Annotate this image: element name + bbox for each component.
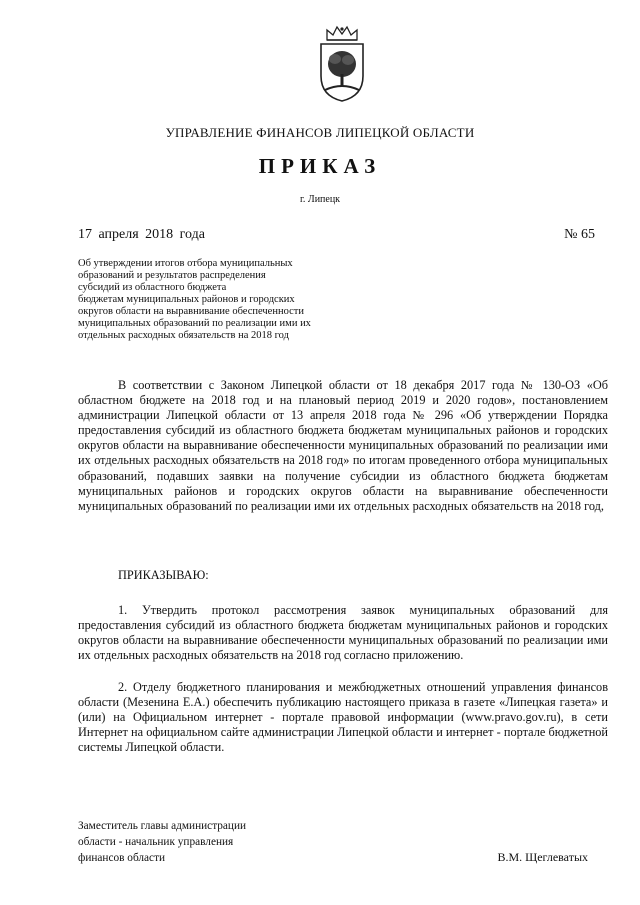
subject-line: округов области на выравнивание обеспеченности [78,306,304,317]
document-date: 17 апреля 2018 года [78,227,205,242]
document-type: ПРИКАЗ [258,154,382,178]
signatory-name: В.М. Щеглеватых [497,850,588,864]
signatory-position [78,818,338,866]
signatory-position-line: Заместитель главы администрации [78,820,247,832]
subject-block [78,258,368,342]
signatory-position-line: области - начальник управления [78,836,234,848]
order-item-2: 2. Отделу бюджетного планирования и межбюджетных отношений управления финансов области (Мезенина Е.А.) обеспечить публикацию настоящего приказа в газете «Липецкая газета» и (или) на Официальном интернет - портале правовой информации (www.pravo.gov.ru), в сети Интернет на официальном сайте администрации Липецкой области и интернет - портале бюджетной системы Липецкой области. [78,680,608,755]
subject-line: субсидий из областного бюджета [78,282,227,293]
subject-line: отдельных расходных обязательств на 2018 год [78,330,289,341]
subject-line: Об утверждении итогов отбора муниципальных [78,258,293,269]
city-name: г. Липецк [299,194,341,205]
subject-line: образований и результатов распределения [78,270,266,281]
document-number: № 65 [564,227,595,242]
preamble-paragraph: В соответствии с Законом Липецкой области от 18 декабря 2017 года № 130-ОЗ «Об областном бюджете на 2018 год и на плановый период 2019 и 2020 годов», постановлением администрации Липецкой области от 13 апреля 2018 года № 296 «Об утверждении Порядка предоставления субсидий из областного бюджета бюджетам муниципальных районов и городских округов области на выравнивание обеспеченности муниципальных образований по реализации ими их отдельных расходных обязательств на 2018 год» по итогам проведенного отбора муниципальных образований, подавших заявки на получение субсидии из областного бюджета бюджетам муниципальных районов и городских округов области на выравнивание обеспеченности муниципальных образований по реализации ими их отдельных расходных обязательств на 2018 год, [78,378,608,513]
order-item-1: 1. Утвердить протокол рассмотрения заявок муниципальных образований для предоставления субсидий из областного бюджета бюджетам муниципальных районов и городских округов области на выравнивание обеспеченности муниципальных образований по реализации ими их отдельных расходных обязательств на 2018 год согласно приложению. [78,603,608,663]
coat-of-arms-emblem [315,24,369,104]
organization-name: УПРАВЛЕНИЕ ФИНАНСОВ ЛИПЕЦКОЙ ОБЛАСТИ [165,125,475,140]
subject-line: бюджетам муниципальных районов и городских [78,294,295,305]
signatory-position-line: финансов области [78,852,166,864]
order-heading: ПРИКАЗЫВАЮ: [118,568,209,582]
subject-line: муниципальных образований по реализации ими их [78,318,311,329]
